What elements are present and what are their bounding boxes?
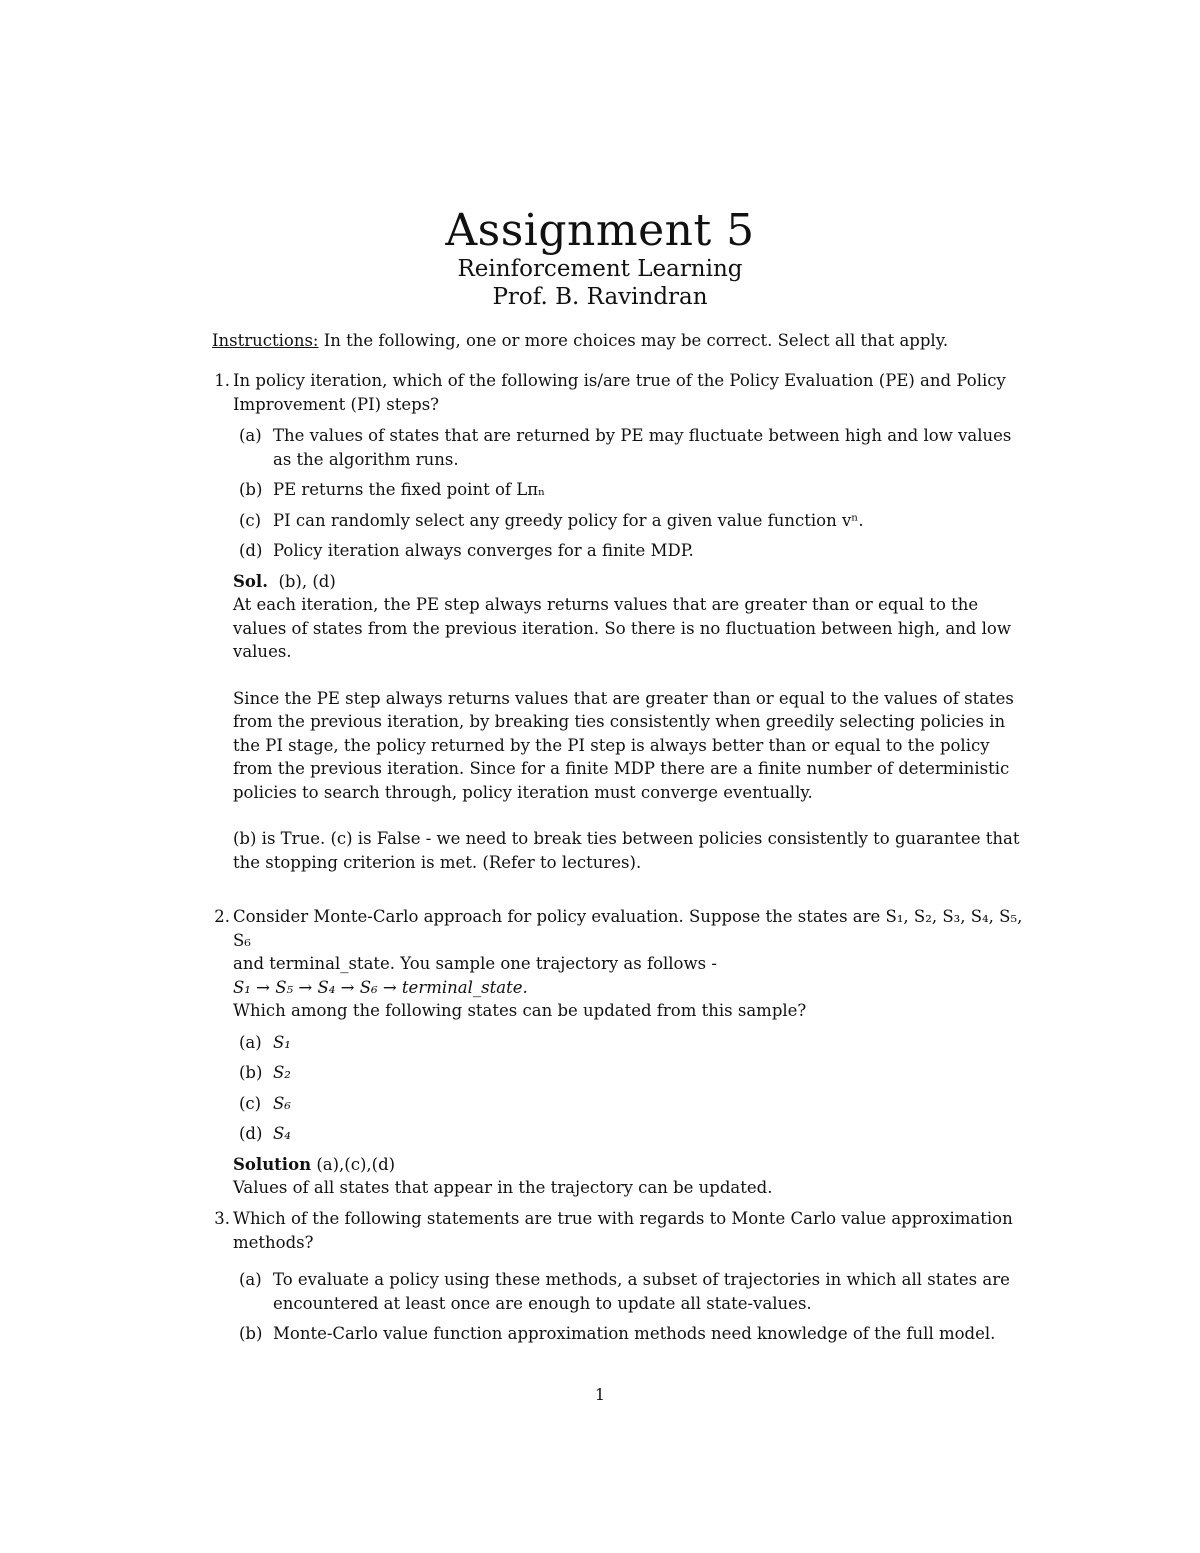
solution-heading: Solution [233, 1154, 312, 1174]
trajectory: S₁ → S₅ → S₄ → S₆ → terminal_state. [233, 977, 528, 997]
option-list [233, 1031, 1032, 1146]
option-label: (a) [239, 426, 262, 445]
solution-paragraph: Since the PE step always returns values that are greater than or equal to the values of states from the previous iteration, by breaking ties consistently when greedily selecting policies in the PI stage, the policy returned by the PI step is always better than or equal to the policy from the previous iteration. Since for a finite MDP there are a finite number of deterministic policies to search through, policy iteration must converge eventually. [233, 688, 1014, 802]
option-text: The values of states that are returned by PE may fluctuate between high and low values as the algorithm runs. [273, 426, 1012, 469]
option-text: To evaluate a policy using these methods, a subset of trajectories in which all states are encountered at least once are enough to update all state-values. [273, 1270, 1010, 1313]
question-number: 2. [214, 907, 230, 926]
option-text: S₂ [273, 1063, 291, 1082]
instructions [212, 329, 1032, 353]
option-text: S₆ [273, 1093, 291, 1113]
question-text [233, 905, 1032, 1023]
solution-heading: Sol. [233, 571, 268, 591]
solution [233, 570, 1032, 875]
option-label: (b) [239, 1063, 263, 1082]
option-item [233, 509, 1032, 533]
option-label: (d) [239, 541, 263, 560]
option-label: (b) [239, 480, 263, 499]
option-item [233, 539, 1032, 563]
question-2 [206, 905, 1032, 1200]
question-text: Which of the following statements are true with regards to Monte Carlo value approximation methods? [233, 1209, 1013, 1252]
question-number: 1. [214, 371, 230, 390]
question-1 [206, 369, 1032, 874]
option-text: Monte-Carlo value function approximation methods need knowledge of the full model. [273, 1324, 996, 1343]
instructions-text: In the following, one or more choices may be correct. Select all that apply. [323, 331, 949, 350]
option-label: (c) [239, 510, 262, 530]
option-item [233, 424, 1032, 471]
option-text: PI can randomly select any greedy policy for a given value function vⁿ. [273, 510, 864, 530]
question-number: 3. [214, 1209, 230, 1228]
option-item [233, 478, 1032, 502]
question-line: Consider Monte-Carlo approach for policy evaluation. Suppose the states are S₁, S₂, S₃, S₄, S₅, S₆ [233, 907, 1023, 950]
question-text: In policy iteration, which of the following is/are true of the Policy Evaluation (PE) and Policy Improvement (PI) steps? [233, 371, 1006, 414]
option-item [233, 1061, 1032, 1085]
option-item [233, 1322, 1032, 1346]
page-number: 1 [594, 1385, 606, 1404]
solution [233, 1153, 1032, 1200]
option-item [233, 1031, 1032, 1055]
solution-answer: (b), (d) [278, 571, 336, 591]
option-item [233, 1092, 1032, 1116]
solution-paragraph: (b) is True. (c) is False - we need to break ties between policies consistently to guarantee that the stopping criterion is met. (Refer to lectures). [233, 829, 1020, 872]
question-3 [206, 1207, 1032, 1353]
option-text: Policy iteration always converges for a finite MDP. [273, 541, 694, 560]
course-name: Reinforcement Learning [457, 256, 743, 282]
option-text: S₄ [273, 1124, 291, 1143]
option-label: (d) [239, 1124, 263, 1143]
option-label: (c) [239, 1093, 262, 1113]
question-line: Which among the following states can be updated from this sample? [233, 1001, 807, 1020]
option-list [233, 1268, 1032, 1346]
option-text: S₁ [273, 1032, 291, 1052]
option-label: (b) [239, 1324, 263, 1343]
solution-answer: (a),(c),(d) [316, 1154, 396, 1174]
question-line: and terminal_state. You sample one trajectory as follows - [233, 954, 717, 973]
option-label: (a) [239, 1270, 262, 1289]
solution-paragraph: Values of all states that appear in the trajectory can be updated. [233, 1178, 773, 1197]
option-label: (a) [239, 1032, 262, 1052]
option-item [233, 1268, 1032, 1315]
instructions-label: Instructions: [212, 331, 319, 350]
option-item [233, 1122, 1032, 1146]
instructor-name: Prof. B. Ravindran [492, 284, 708, 310]
option-text: PE returns the fixed point of Lπₙ [273, 480, 546, 499]
solution-paragraph: At each iteration, the PE step always returns values that are greater than or equal to the values of states from the previous iteration. So there is no fluctuation between high, and low values. [233, 595, 1011, 661]
page-title: Assignment 5 [445, 205, 755, 256]
option-list [233, 424, 1032, 563]
